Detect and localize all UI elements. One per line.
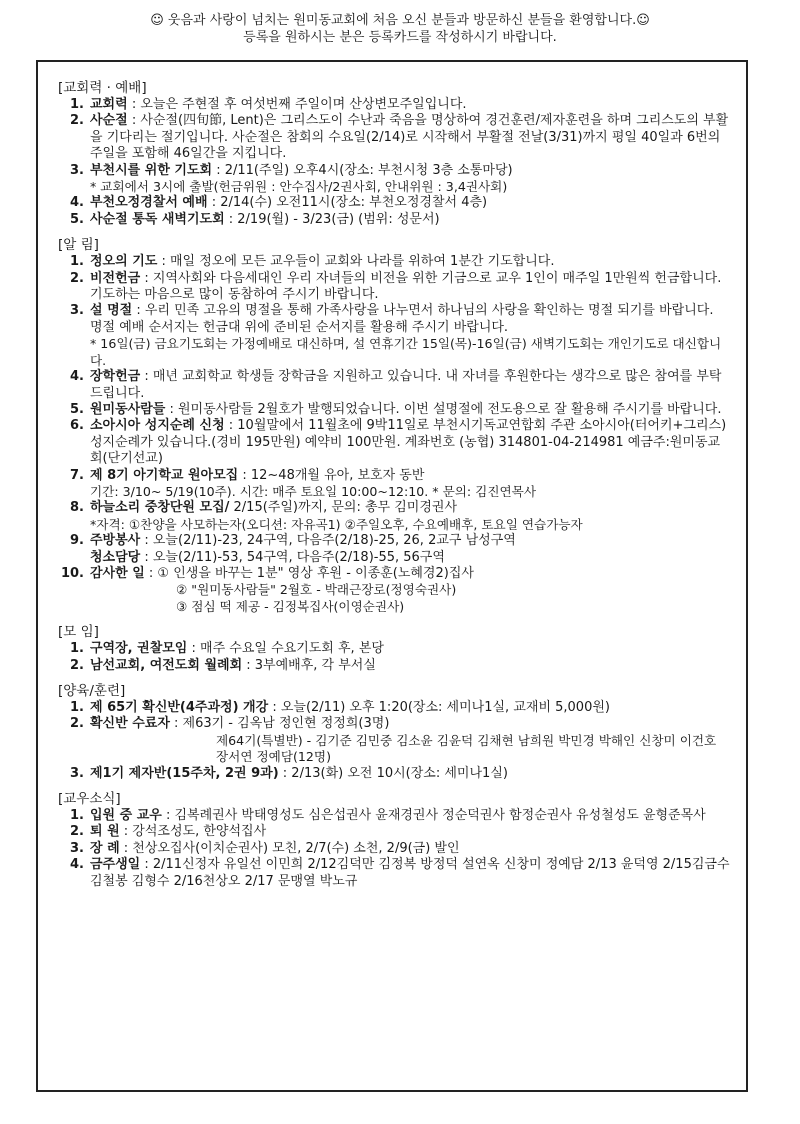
- list-item: 1. 교회력 : 오늘은 주현절 후 여섯번째 주일이며 산상변모주일입니다.: [70, 97, 467, 112]
- bulletin-frame: [36, 60, 748, 1092]
- list-item: 3. 제1기 제자반(15주차, 2권 9과) : 2/13(화) 오전 10시(장소: 세미나1실): [70, 765, 508, 781]
- item-note: 기간: 3/10~ 5/19(10주). 시간: 매주 토요일 10:00~12:10. * 문의: 김진연목사: [90, 483, 536, 499]
- section-meetings: [58, 624, 730, 674]
- item-note: ② "원미동사람들" 2월호 - 박래근장로(정영숙권사): [176, 582, 457, 598]
- item-note: ③ 점심 떡 제공 - 김정복집사(이영순권사): [176, 598, 405, 614]
- item-note: 제64기(특별반) - 김기준 김민중 김소윤 김윤덕 김채현 남희원 박민경 박해인 신창미 이건호 장서연 정예담(12명): [216, 732, 717, 765]
- list-item: 10. 감사한 일 : ① 인생을 바꾸는 1분" 영상 후원 - 이종훈(노혜경2)집사: [60, 565, 474, 581]
- list-item: 3. 부천시를 위한 기도회 : 2/11(주일) 오후4시(장소: 부천시청 3층 소통마당): [70, 162, 513, 178]
- list-item: 5. 원미동사람들 : 원미동사람들 2월호가 발행되었습니다. 이번 설명절에 전도용으로 잘 활용해 주시기를 바랍니다.: [70, 401, 722, 417]
- list-item: 6. 소아시아 성지순례 신청 : 10월말에서 11월초에 9박11일로 부천시기독교연합회 주관 소아시아(터어키+그리스) 성지순례가 있습니다.(경비 195만원) 예약비 100만원. 계좌번호 (농협) 314801-04-214981 예금주:원미동교회(단기선교): [70, 418, 727, 467]
- registration-line: 등록을 원하시는 분은 등록카드를 작성하시기 바랍니다.: [243, 30, 557, 45]
- list-item: 9. 주방봉사 : 오늘(2/11)-23, 24구역, 다음주(2/18)-25, 26, 2교구 남성구역 청소담당 : 오늘(2/11)-53, 54구역, 다음주(2/18)-55, 56구역: [70, 533, 516, 565]
- list-item: 1. 제 65기 확신반(4주과정) 개강 : 오늘(2/11) 오후 1:20(장소: 세미나1실, 교재비 5,000원): [70, 700, 610, 715]
- item-note: *자격: ①찬양을 사모하는자(오디션: 자유곡1) ②주일오후, 수요예배후, 토요일 연습가능자: [90, 516, 583, 532]
- list-item: 4. 장학헌금 : 매년 교회학교 학생들 장학금을 지원하고 있습니다. 내 자녀를 후원한다는 생각으로 많은 참여를 부탁드립니다.: [70, 369, 722, 401]
- list-item: 4. 금주생일 : 2/11신정자 유일선 이민희 2/12김덕만 김정복 방정덕 설연옥 신창미 정예담 2/13 윤덕영 2/15김금수 김철봉 김형수 2/16천상오 2/17 문맹열 박노규: [70, 857, 730, 889]
- welcome-line: ☺ 웃음과 사랑이 넘치는 원미동교회에 처음 오신 분들과 방문하신 분들을 환영합니다.☺: [150, 13, 650, 28]
- section-title: [양육/훈련]: [58, 683, 126, 699]
- list-item: 5. 사순절 통독 새벽기도회 : 2/19(월) - 3/23(금) (범위: 성문서): [70, 211, 440, 227]
- list-item: 4. 부천오정경찰서 예배 : 2/14(수) 오전11시(장소: 부천오정경찰서 4층): [70, 195, 488, 211]
- list-item: 8. 하늘소리 중창단원 모집/ 2/15(주일)까지, 문의: 총무 김미경권사: [70, 500, 458, 516]
- section-title: [모 임]: [58, 624, 99, 641]
- list-item: 2. 퇴 원 : 강석조성도, 한양석집사: [70, 824, 267, 840]
- section-notices: [58, 237, 730, 615]
- section-title: [교우소식]: [58, 791, 121, 808]
- list-item: 1. 정오의 기도 : 매일 정오에 모든 교우들이 교회와 나라를 위하여 1분간 기도합니다.: [70, 254, 555, 270]
- list-item: 7. 제 8기 아기학교 원아모집 : 12~48개월 유아, 보호자 동반: [70, 467, 425, 483]
- list-item: 1. 입원 중 교우 : 김복례권사 박태영성도 심은섭권사 윤재경권사 정순덕권사 함정순권사 유성철성도 윤형준목사: [70, 808, 706, 824]
- list-item: 2. 남선교회, 여전도회 월례회 : 3부예배후, 각 부서실: [70, 657, 376, 673]
- section-title: [알 림]: [58, 237, 99, 254]
- section-worship: [58, 80, 730, 228]
- list-item: 3. 장 례 : 천상오집사(이치순권사) 모친, 2/7(수) 소천, 2/9(금) 발인: [70, 840, 460, 856]
- list-item: 2. 확신반 수료자 : 제63기 - 김옥남 정인현 정정희(3명): [70, 716, 390, 732]
- list-item: 3. 설 명절 : 우리 민족 고유의 명절을 통해 가족사랑을 나누면서 하나님의 사랑을 확인하는 명절 되기를 바랍니다. 명절 예배 순서지는 헌금대 위에 준비된 순서지를 활용해 주시기 바랍니다.: [70, 303, 714, 335]
- section-member-news: [58, 791, 730, 890]
- list-item: 2. 비전헌금 : 지역사회와 다음세대인 우리 자녀들의 비전을 위한 기금으로 교우 1인이 매주일 1만원씩 헌금합니다. 기도하는 마음으로 많이 동참하여 주시기 바랍니다.: [70, 270, 722, 303]
- bulletin-header: [40, 12, 760, 46]
- item-note: * 16일(금) 금요기도회는 가정예배로 대신하며, 설 연휴기간 15일(목)-16일(금) 새벽기도회는 개인기도로 대신합니다.: [90, 336, 722, 368]
- section-title: [교회력 · 예배]: [58, 80, 147, 96]
- list-item: 1. 구역장, 권찰모임 : 매주 수요일 수요기도회 후, 본당: [70, 641, 384, 657]
- list-item: 2. 사순절 : 사순절(四旬節, Lent)은 그리스도이 수난과 죽음을 명상하여 경건훈련/제자훈련을 하며 그리스도의 부활을 기다리는 절기입니다. 사순절은 참회의 수요일(2/14)로 시작해서 부활절 전날(3/31)까지 평일 40일과 6번의 주일을 포함해 46일간을 지킵니다.: [70, 113, 729, 162]
- section-training: [58, 683, 730, 782]
- item-note: * 교회에서 3시에 출발(헌금위원 : 안수집사/2권사회, 안내위원 : 3,4권사회): [90, 179, 508, 195]
